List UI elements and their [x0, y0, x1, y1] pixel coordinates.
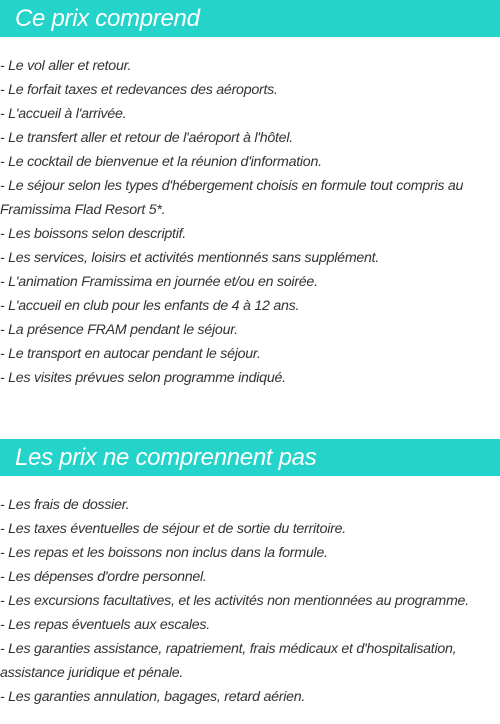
- list-item: - Les taxes éventuelles de séjour et de sortie du territoire.: [0, 521, 346, 537]
- list-item: - Les visites prévues selon programme indiqué.: [0, 370, 286, 386]
- list-item: - Le transfert aller et retour de l'aéroport à l'hôtel.: [0, 130, 293, 146]
- list-item: - Les repas éventuels aux escales.: [0, 617, 210, 633]
- excluded-section-title: Les prix ne comprennent pas: [0, 439, 500, 476]
- list-item: - L'accueil à l'arrivée.: [0, 106, 127, 122]
- list-item: - Les services, loisirs et activités mentionnés sans supplément.: [0, 250, 380, 266]
- list-item: - Le vol aller et retour.: [0, 58, 132, 74]
- list-item: - La présence FRAM pendant le séjour.: [0, 322, 238, 338]
- list-item: - Les frais de dossier.: [0, 497, 130, 513]
- list-item: - Les boissons selon descriptif.: [0, 226, 186, 242]
- included-list: [0, 54, 500, 390]
- list-item: - Les excursions facultatives, et les activités non mentionnées au programme.: [0, 593, 469, 609]
- list-item: - Les garanties annulation, bagages, retard aérien.: [0, 689, 306, 705]
- list-item: - Le transport en autocar pendant le séjour.: [0, 346, 261, 362]
- list-item: - Les garanties assistance, rapatriement, frais médicaux et d'hospitalisation, assistance juridique et pénale.: [0, 641, 457, 681]
- list-item: - Le cocktail de bienvenue et la réunion d'information.: [0, 154, 322, 170]
- list-item: - Le séjour selon les types d'hébergement choisis en formule tout compris au Framissima Flad Resort 5*.: [0, 178, 464, 218]
- list-item: - L'animation Framissima en journée et/ou en soirée.: [0, 274, 318, 290]
- list-item: - Les repas et les boissons non inclus dans la formule.: [0, 545, 328, 561]
- list-item: - L'accueil en club pour les enfants de 4 à 12 ans.: [0, 298, 300, 314]
- list-item: - Le forfait taxes et redevances des aéroports.: [0, 82, 278, 98]
- included-section-title: Ce prix comprend: [0, 0, 500, 37]
- list-item: - Les dépenses d'ordre personnel.: [0, 569, 207, 585]
- excluded-list: [0, 493, 500, 709]
